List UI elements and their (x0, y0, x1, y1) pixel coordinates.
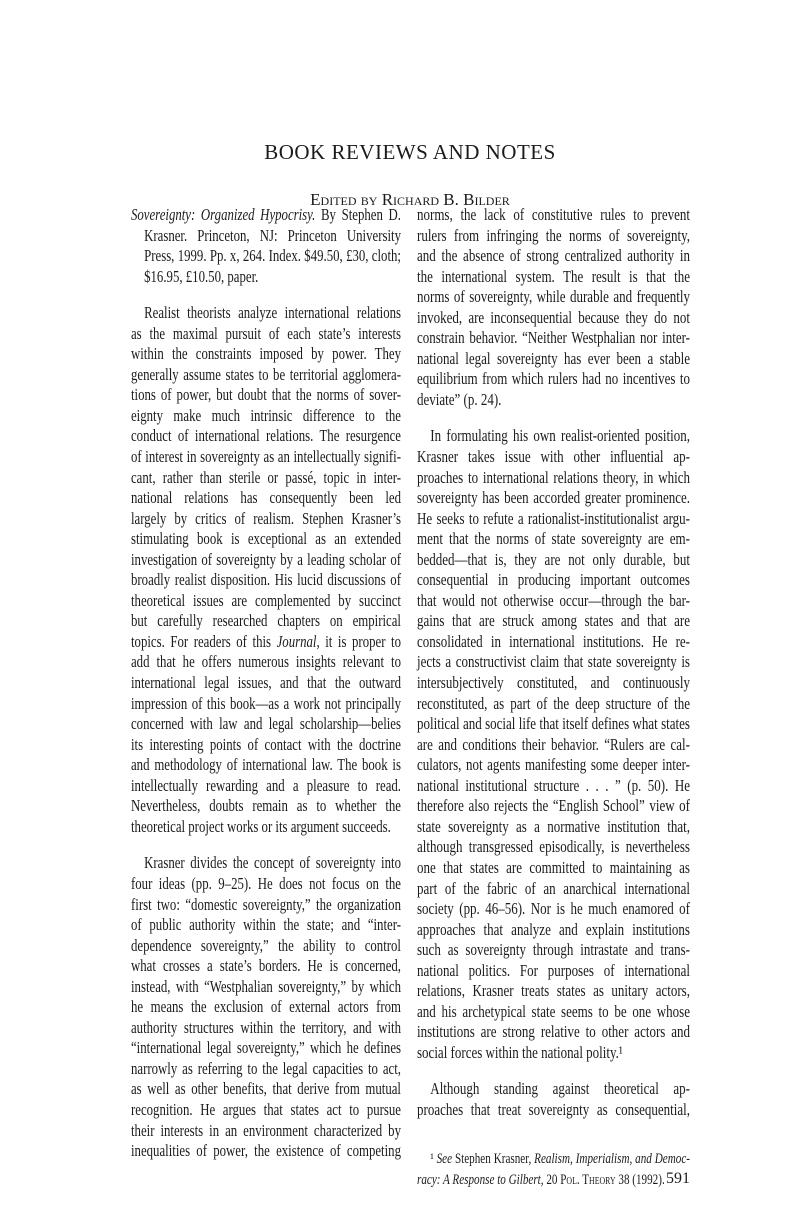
text-line: and the absence of strong centralized authority in (417, 246, 690, 266)
text-line: Realist theorists analyze international relations (144, 303, 401, 323)
text-line: proaches to international relations theory, in which (417, 467, 690, 487)
text-line: institutions are strong relative to other actors and (417, 1022, 690, 1042)
text-line: of public authority within the state; and “inter- (131, 915, 401, 935)
text-line: dependence sovereignty,” the ability to control (131, 935, 401, 955)
text-line: constrain behavior. “Neither Westphalian nor inter- (417, 328, 690, 348)
text-line: one that states are committed to maintaining as (417, 857, 690, 877)
text-line: culators, not agents manifesting some deeper inter- (417, 755, 690, 775)
text-segment: Stephen Krasner, (452, 1151, 535, 1167)
footnote (417, 1149, 690, 1190)
text-line: proaches that treat sovereignty as consequential, (417, 1099, 690, 1119)
text-line: that would not otherwise occur—through the bar- (417, 590, 690, 610)
text-line: consolidated in international institutions. He re- (417, 631, 690, 651)
text-line (131, 632, 401, 653)
text-line: what crosses a state’s borders. He is concerned, (131, 956, 401, 976)
text-segment: ¹ (430, 1151, 437, 1167)
text-line: equilibrium from which rulers had no incentives to (417, 369, 690, 389)
paragraph (131, 853, 401, 1161)
text-line: of interest in sovereignty as an intellectually signifi- (131, 447, 401, 467)
text-line (131, 205, 401, 226)
paragraph (131, 303, 401, 837)
text-line: national politics. For purposes of international (417, 960, 690, 980)
text-segment: topics. For readers of this (131, 631, 277, 651)
text-line: theoretical project works or its argument succeeds. (131, 816, 391, 836)
text-line: relations, Krasner treats states as unitary actors, (417, 981, 690, 1001)
text-line: the international system. The result is that the (417, 266, 690, 286)
italic-text: Sovereignty: Organized Hypocrisy. (131, 205, 316, 224)
text-line: In formulating his own realist-oriented position, (430, 426, 690, 446)
text-line: national legal sovereignty has ever been a stable (417, 348, 690, 368)
text-line: He seeks to refute a rationalist-institutionalist argu- (417, 508, 690, 528)
text-line: recognition. He argues that states act to pursue (131, 1099, 401, 1119)
book-citation (131, 205, 401, 287)
italic-text: Realism, Imperialism, and Democ- (534, 1151, 690, 1167)
text-line: but carefully researched chapters on empirical (131, 611, 401, 631)
text-segment: 38 (1992). (615, 1171, 665, 1188)
right-column (417, 205, 690, 1121)
text-line: investigation of sovereignty by a leading scholar of (131, 549, 401, 569)
text-line: concerned with law and legal scholarship—belies (131, 714, 401, 734)
text-line: Nevertheless, doubts remain as to whether the (131, 796, 401, 816)
text-line: social forces within the national polity.¹ (417, 1042, 623, 1062)
text-line: conduct of international relations. The resurgence (131, 426, 401, 446)
text-line: international legal issues, and that the outward (131, 673, 401, 693)
text-line: add that he offers numerous insights relevant to (131, 652, 401, 672)
text-segment: By Stephen D. (315, 205, 401, 224)
text-line: part of the fabric of an anarchical international (417, 878, 690, 898)
text-line: as the maximal pursuit of each state’s interests (131, 323, 401, 343)
text-line: such as sovereignty through intrastate and trans- (417, 940, 690, 960)
text-segment: 20 (543, 1171, 561, 1188)
text-line: $16.95, £10.50, paper. (144, 266, 259, 286)
italic-text: racy: A Response to Gilbert, (417, 1171, 544, 1188)
text-line: inequalities of power, the existence of competing (131, 1141, 401, 1161)
text-line: state sovereignty as a normative institution that, (417, 816, 690, 836)
text-line: and methodology of international law. The book is (131, 755, 401, 775)
text-line: national relations has consequently been led (131, 488, 401, 508)
text-line: rulers from infringing the norms of sovereignty, (417, 225, 690, 245)
text-line: tions of power, but doubt that the norms of sover- (131, 385, 401, 405)
left-body (131, 303, 401, 1161)
paragraph (417, 426, 690, 1063)
section-editor: Edited by Richard B. Bilder (310, 190, 510, 209)
text-line: narrowly as referring to the legal capacities to act, (131, 1058, 401, 1078)
text-line: norms, the lack of constitutive rules to prevent (417, 205, 690, 224)
text-segment: Pol. Theory (560, 1171, 616, 1188)
text-line: Press, 1999. Pp. x, 264. Index. $49.50, £30, cloth; (144, 246, 401, 266)
text-line: Krasner. Princeton, NJ: Princeton University (144, 225, 401, 245)
text-line: society (pp. 46–56). Nor is he much enamored of (417, 899, 690, 919)
text-line: largely by critics of realism. Stephen Krasner’s (131, 508, 401, 528)
text-line: gains that are struck among states and that are (417, 611, 690, 631)
text-line: are and conditions their behavior. “Rulers are cal- (417, 734, 690, 754)
text-line: political and social life that itself defines what states (417, 714, 690, 734)
text-line: eignty make much intrinsic difference to the (131, 405, 401, 425)
text-line: its interesting points of contact with the doctrine (131, 734, 401, 754)
text-line: authority structures within the territory, and with (131, 1017, 401, 1037)
paragraph (417, 1079, 690, 1120)
text-line: “international legal sovereignty,” which he defines (131, 1038, 401, 1058)
text-line: instead, with “Westphalian sovereignty,” by which (131, 976, 401, 996)
right-body (417, 205, 690, 1121)
text-line: Krasner takes issue with other influential ap- (417, 447, 690, 467)
text-line: generally assume states to be territorial agglomera- (131, 364, 401, 384)
text-line: norms of sovereignty, while durable and frequently (417, 287, 690, 307)
italic-text: See (436, 1151, 453, 1167)
text-line: as well as other benefits, that derive from mutual (131, 1079, 401, 1099)
text-line: consequential in producing important outcomes (417, 570, 690, 590)
text-line: and his archetypical state seems to be one whose (417, 1001, 690, 1021)
text-line: although transgressed episodically, is nevertheless (417, 837, 690, 857)
text-line: sovereignty has been accorded greater prominence. (417, 488, 690, 508)
text-line (417, 1149, 690, 1170)
text-line: Although standing against theoretical ap- (430, 1079, 690, 1099)
left-column (131, 205, 401, 1162)
text-line: their interests in an environment characterized by (131, 1120, 401, 1140)
text-line: approaches that analyze and explain institutions (417, 919, 690, 939)
text-line: stimulating book is exceptional as an extended (131, 529, 401, 549)
text-line: ment that the norms of state sovereignty are em- (417, 529, 690, 549)
text-line: jects a constructivist claim that state sovereignty is (417, 652, 690, 672)
text-line: within the constraints imposed by power. They (131, 344, 401, 364)
paragraph (417, 205, 690, 410)
text-line: cant, rather than sterile or passé, topic in inter- (131, 467, 401, 487)
text-line: theoretical issues are complemented by succinct (131, 590, 401, 610)
text-line (417, 1170, 690, 1191)
text-line: therefore also rejects the “English School” view of (417, 796, 690, 816)
text-line: deviate” (p. 24). (417, 389, 502, 409)
text-segment: it is proper to (319, 631, 401, 651)
text-line: first two: “domestic sovereignty,” the organization (131, 894, 401, 914)
text-line: reconstituted, as part of the deep structure of the (417, 693, 690, 713)
text-line: broadly realist disposition. His lucid discussions of (131, 570, 401, 590)
text-line: Krasner divides the concept of sovereignty into (144, 853, 401, 873)
text-line: intersubjectively constituted, and continuously (417, 673, 690, 693)
text-line: invoked, are inconsequential because they do not (417, 307, 690, 327)
text-line: national institutional structure . . . ” (p. 50). He (417, 775, 690, 795)
text-line: four ideas (pp. 9–25). He does not focus on the (131, 873, 401, 893)
text-line: impression of this book—as a work not principally (131, 693, 401, 713)
italic-text: Journal, (276, 631, 320, 651)
section-title: BOOK REVIEWS AND NOTES (264, 140, 556, 164)
text-line: he means the exclusion of external actors from (131, 997, 401, 1017)
text-line: bedded—that is, they are not only durable, but (417, 549, 690, 569)
page-number: 591 (666, 1170, 690, 1187)
text-line: intellectually rewarding and a pleasure to read. (131, 775, 401, 795)
